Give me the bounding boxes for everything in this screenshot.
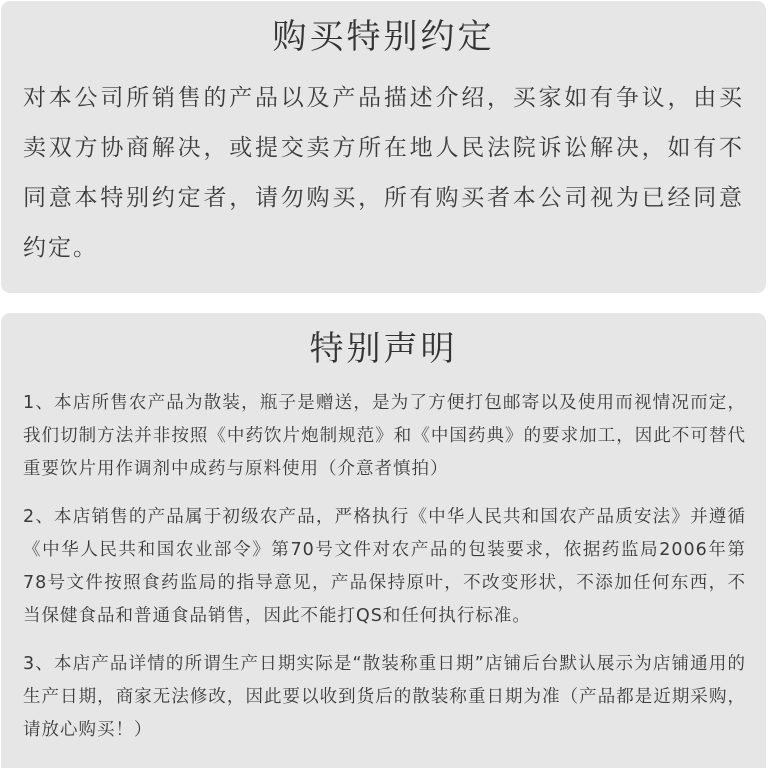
- purchase-agreement-body: 对本公司所销售的产品以及产品描述介绍，买家如有争议，由买卖双方协商解决，或提交卖方所在地人民法院诉讼解决，如有不同意本特别约定者，请勿购买，所有购买者本公司视为已经同意约定。: [23, 85, 744, 261]
- purchase-agreement-card: [1, 1, 766, 293]
- special-statement-title: 特别声明: [309, 329, 458, 369]
- statement-item-2: 2、本店销售的产品属于初级农产品，严格执行《中华人民共和国农产品质安法》并遵循《中华人民共和国农业部令》第70号文件对农产品的包装要求，依据药监局2006年第78号文件按照食药监局的指导意见，产品保持原叶，不改变形状，不添加任何东西，不当保健食品和普通食品销售，因此不能打QS和任何执行标准。: [23, 507, 746, 626]
- special-statement-card: [1, 313, 766, 768]
- special-statement-list: [23, 387, 746, 762]
- statement-item-1: 1、本店所售农产品为散装，瓶子是赠送，是为了方便打包邮寄以及使用而视情况而定，我们切制方法并非按照《中药饮片炮制规范》和《中国药典》的要求加工，因此不可替代重要饮片用作调剂中成药与原料使用（介意者慎拍）: [23, 393, 746, 479]
- purchase-agreement-title: 购买特别约定: [272, 17, 495, 57]
- statement-item-3: 3、本店产品详情的所谓生产日期实际是“散装称重日期”店铺后台默认展示为店铺通用的生产日期，商家无法修改，因此要以收到货后的散装称重日期为准（产品都是近期采购，请放心购买！）: [23, 654, 746, 740]
